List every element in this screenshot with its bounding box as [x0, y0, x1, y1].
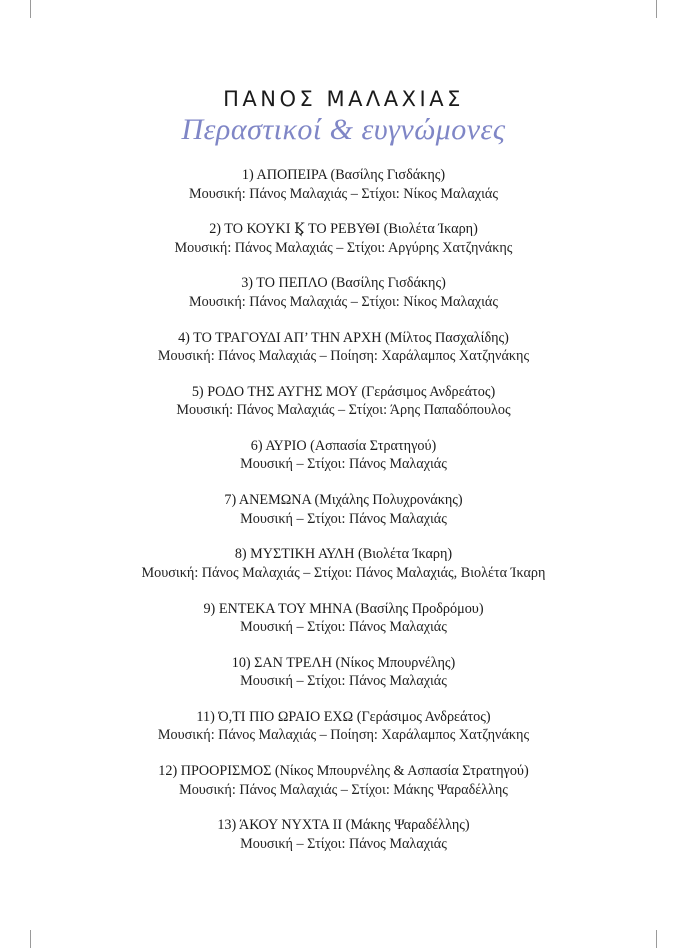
track-credits: Μουσική – Στίχοι: Πάνος Μαλαχιάς	[240, 673, 447, 690]
crop-mark-top-left	[30, 0, 31, 18]
track-credits: Μουσική: Πάνος Μαλαχιάς – Στίχοι: Άρης Παπαδόπουλος	[176, 402, 511, 419]
track-item	[0, 762, 687, 816]
track-title: 1) ΑΠΟΠΕΙΡΑ (Βασίλης Γισδάκης)	[241, 167, 446, 183]
track-title: 12) ΠΡΟΟΡΙΣΜΟΣ (Νίκος Μπουρνέλης & Ασπασία Στρατηγού)	[158, 763, 529, 780]
album-header	[0, 84, 687, 146]
track-credits: Μουσική: Πάνος Μαλαχιάς – Στίχοι: Αργύρης Χατζηνάκης	[174, 239, 513, 256]
crop-mark-top-right	[656, 0, 657, 18]
track-credits: Μουσική – Στίχοι: Πάνος Μαλαχιάς	[240, 619, 447, 635]
track-title: 7) ΑΝΕΜΩΝΑ (Μιχάλης Πολυχρονάκης)	[224, 492, 463, 509]
track-item	[0, 220, 687, 274]
track-list	[0, 166, 687, 870]
track-title: 2) ΤΟ ΚΟΥΚΙ Ϗ ΤΟ ΡΕΒΥΘΙ (Βιολέτα Ίκαρη)	[209, 221, 478, 238]
track-title: 4) ΤΟ ΤΡΑΓΟΥΔΙ ΑΠ’ ΤΗΝ ΑΡΧΗ (Μίλτος Πασχαλίδης)	[178, 329, 509, 346]
track-credits: Μουσική: Πάνος Μαλαχιάς – Στίχοι: Νίκος Μαλαχιάς	[189, 185, 498, 202]
crop-mark-bottom-left	[30, 930, 31, 948]
track-title: 5) ΡΟΔΟ ΤΗΣ ΑΥΓΗΣ ΜΟΥ (Γεράσιμος Ανδρεάτος)	[191, 383, 496, 400]
track-item	[0, 491, 687, 545]
track-title: 9) ΕΝΤΕΚΑ ΤΟΥ ΜΗΝΑ (Βασίλης Προδρόμου)	[203, 600, 484, 617]
track-item	[0, 654, 687, 708]
track-credits: Μουσική – Στίχοι: Πάνος Μαλαχιάς	[240, 456, 447, 473]
track-item	[0, 274, 687, 328]
track-item	[0, 545, 687, 599]
track-item	[0, 708, 687, 762]
track-item	[0, 437, 687, 491]
track-item	[0, 329, 687, 383]
track-title: 10) ΣΑΝ ΤΡΕΛΗ (Νίκος Μπουρνέλης)	[231, 654, 456, 671]
track-credits: Μουσική: Πάνος Μαλαχιάς – Στίχοι: Μάκης Ψαραδέλλης	[179, 781, 508, 798]
track-credits: Μουσική – Στίχοι: Πάνος Μαλαχιάς	[240, 510, 447, 527]
album-title: Περαστικοί & ευγνώμονες	[181, 113, 506, 146]
track-credits: Μουσική: Πάνος Μαλαχιάς – Ποίηση: Χαράλαμπος Χατζηνάκης	[157, 727, 530, 744]
track-item	[0, 816, 687, 870]
track-title: 11) Ό,ΤΙ ΠΙΟ ΩΡΑΙΟ ΕΧΩ (Γεράσιμος Ανδρεάτος)	[196, 708, 491, 725]
track-credits: Μουσική: Πάνος Μαλαχιάς – Στίχοι: Πάνος Μαλαχιάς, Βιολέτα Ίκαρη	[141, 564, 546, 581]
track-credits: Μουσική – Στίχοι: Πάνος Μαλαχιάς	[240, 835, 447, 852]
track-item	[0, 383, 687, 437]
track-title: 8) ΜΥΣΤΙΚΗ ΑΥΛΗ (Βιολέτα Ίκαρη)	[234, 546, 453, 563]
track-title: 6) ΑΥΡΙΟ (Ασπασία Στρατηγού)	[250, 437, 437, 454]
crop-mark-bottom-right	[656, 930, 657, 948]
track-title: 13) ΆΚΟΥ ΝΥΧΤΑ ΙΙ (Μάκης Ψαραδέλλης)	[217, 817, 470, 834]
track-credits: Μουσική: Πάνος Μαλαχιάς – Ποίηση: Χαράλαμπος Χατζηνάκης	[157, 348, 530, 365]
artist-name: ΠΑΝΟΣ ΜΑΛΑΧΙΑΣ	[223, 87, 464, 111]
track-title: 3) ΤΟ ΠΕΠΛΟ (Βασίλης Γισδάκης)	[241, 275, 446, 292]
track-item	[0, 600, 687, 654]
track-credits: Μουσική: Πάνος Μαλαχιάς – Στίχοι: Νίκος Μαλαχιάς	[189, 293, 498, 310]
track-item	[0, 166, 687, 220]
